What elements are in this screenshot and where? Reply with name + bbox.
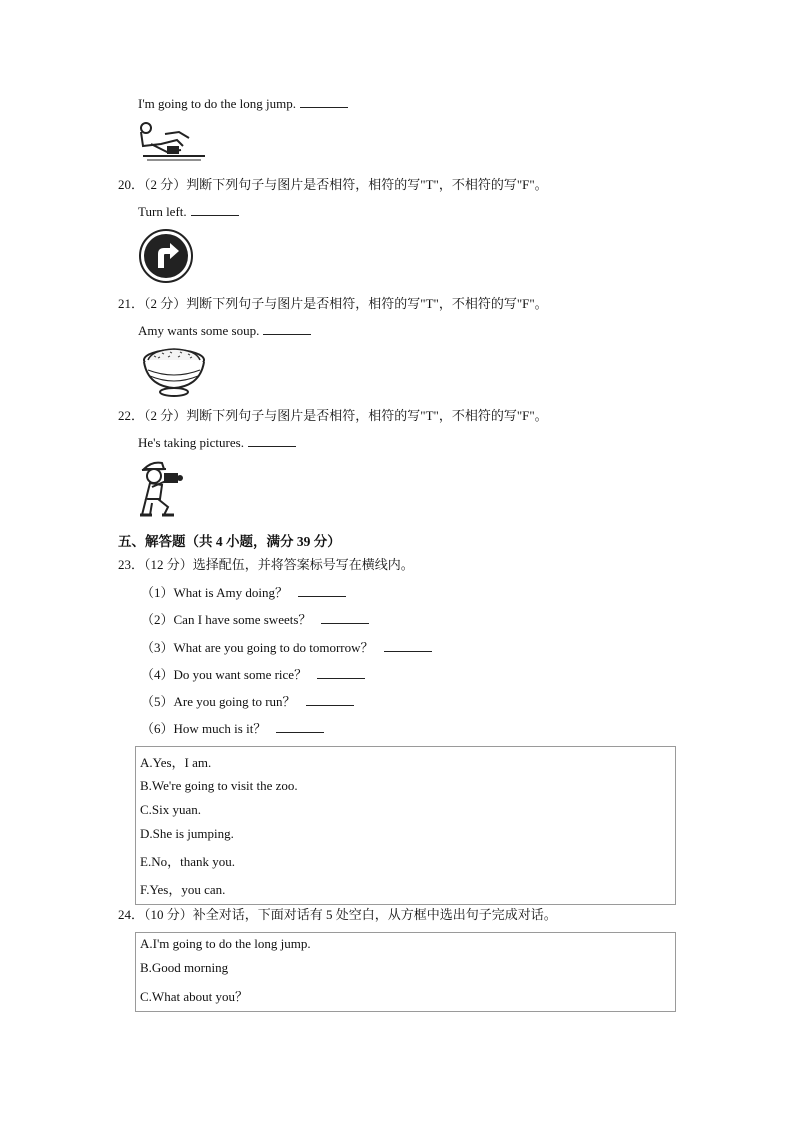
answer-blank[interactable] (263, 324, 311, 335)
answer-blank[interactable] (191, 205, 239, 216)
q24-option-c: C.What about you？ (140, 989, 248, 1004)
answer-blank[interactable] (298, 586, 346, 597)
q23-item-6: （6）How much is it？ (141, 721, 324, 737)
q23-option-b: B.We're going to visit the zoo. (140, 778, 298, 793)
turn-right-sign-icon (138, 228, 194, 284)
q23-option-d: D.She is jumping. (140, 826, 234, 841)
question-20-sentence: Turn left. (138, 204, 239, 220)
question-22-sentence: He's taking pictures. (138, 435, 296, 451)
q24-option-a: A.I'm going to do the long jump. (140, 936, 311, 951)
q23-option-e: E.No，thank you. (140, 854, 235, 869)
q24-option-b: B.Good morning (140, 960, 229, 975)
answer-blank[interactable] (317, 668, 365, 679)
q23-item-5: （5）Are you going to run？ (141, 694, 354, 710)
question-23-header: 23．（12 分）选择配伍，并将答案标号写在横线内。 (118, 557, 414, 572)
question-21-sentence: Amy wants some soup. (138, 323, 311, 339)
q23-item-2: （2）Can I have some sweets？ (141, 612, 369, 628)
long-jump-sentence: I'm going to do the long jump. (138, 96, 348, 112)
question-20-header: 20．（2 分）判断下列句子与图片是否相符，相符的写"T"，不相符的写"F"。 (118, 177, 548, 192)
q23-option-a: A.Yes，I am. (140, 755, 212, 770)
q23-option-c: C.Six yuan. (140, 802, 202, 817)
q23-item-3: （3）What are you going to do tomorrow？ (141, 640, 432, 656)
section-five-title: 五、解答题（共 4 小题，满分 39 分） (118, 534, 341, 549)
photographer-icon (138, 459, 188, 519)
q23-item-1: （1）What is Amy doing？ (141, 585, 346, 601)
answer-blank[interactable] (306, 695, 354, 706)
answer-blank[interactable] (384, 641, 432, 652)
q23-option-f: F.Yes，you can. (140, 882, 226, 897)
question-22-header: 22．（2 分）判断下列句子与图片是否相符，相符的写"T"，不相符的写"F"。 (118, 408, 548, 423)
question-21-header: 21．（2 分）判断下列句子与图片是否相符，相符的写"T"，不相符的写"F"。 (118, 296, 548, 311)
question-24-header: 24．（10 分）补全对话，下面对话有 5 处空白，从方框中选出句子完成对话。 (118, 907, 557, 922)
answer-blank[interactable] (276, 722, 324, 733)
answer-blank[interactable] (248, 436, 296, 447)
answer-blank[interactable] (300, 97, 348, 108)
q23-item-4: （4）Do you want some rice？ (141, 667, 365, 683)
q24-options-box (135, 932, 676, 1012)
long-jump-icon (137, 120, 209, 164)
q23-options-box (135, 746, 676, 905)
answer-blank[interactable] (321, 613, 369, 624)
rice-bowl-icon (140, 346, 208, 398)
